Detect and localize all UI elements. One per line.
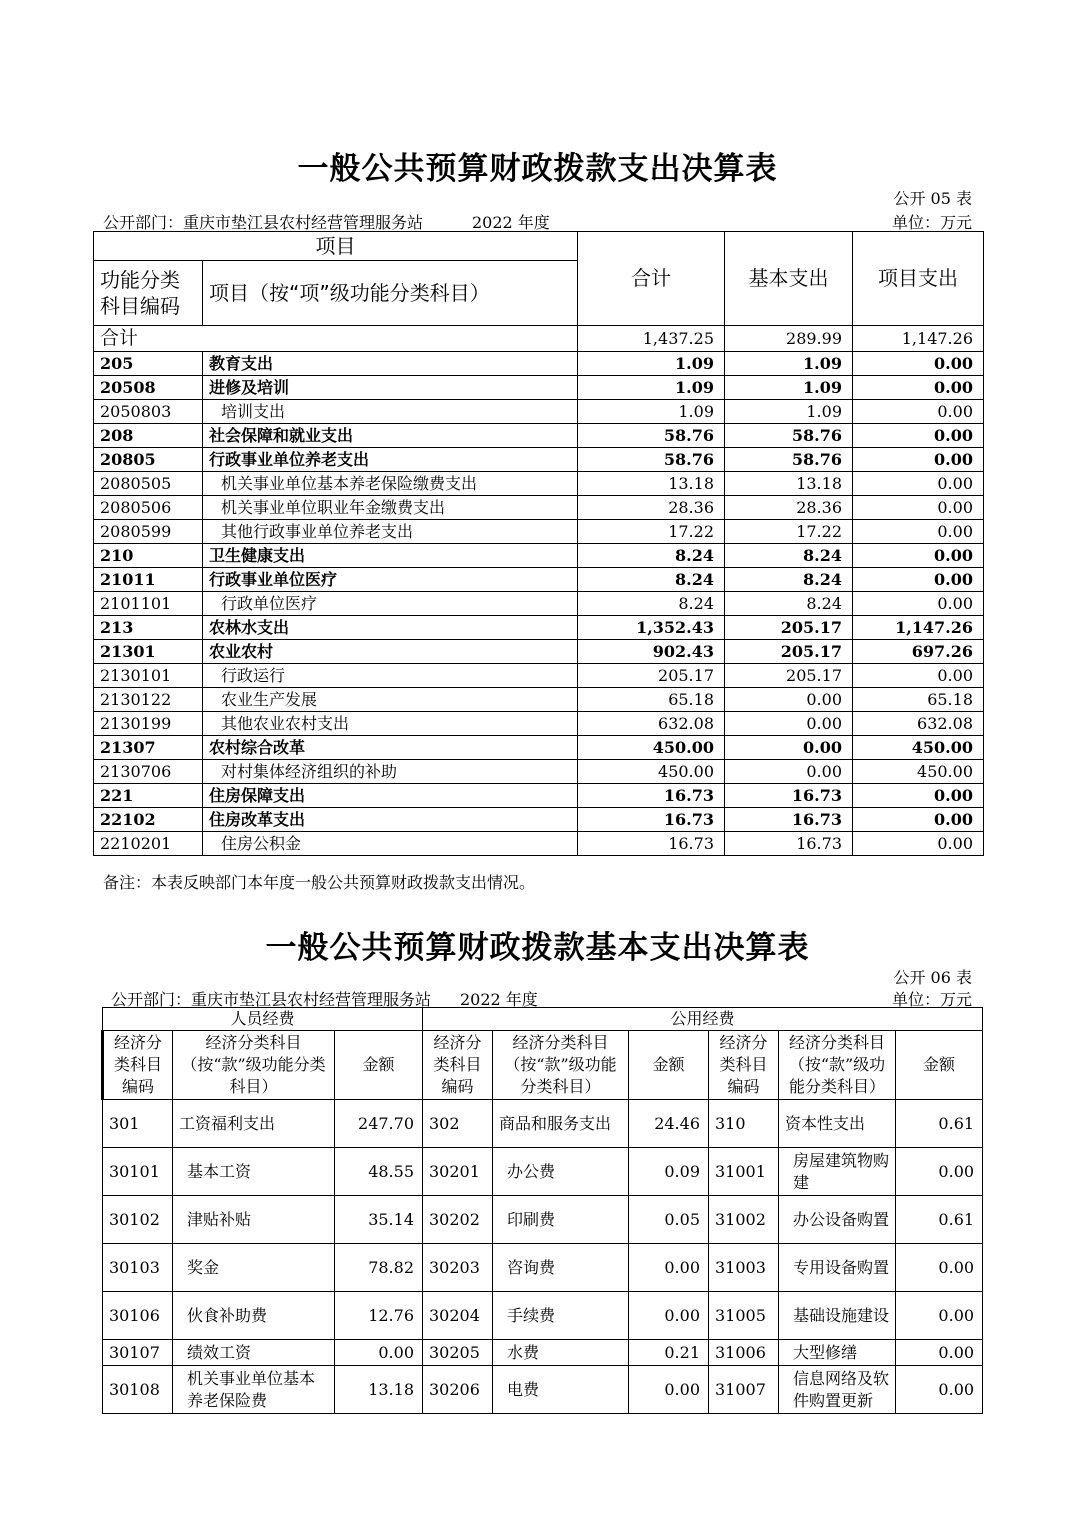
row-total: 1.09 — [578, 376, 725, 400]
row-name: 行政运行 — [203, 664, 578, 688]
econ-name: 基本工资 — [173, 1148, 335, 1196]
table-row — [94, 376, 984, 400]
econ-code: 31007 — [709, 1366, 779, 1414]
table-row — [94, 448, 984, 472]
unit-label-2: 单位：万元 — [891, 990, 972, 1009]
table-number-06: 公开 06 表 — [893, 968, 972, 987]
row-total: 16.73 — [578, 784, 725, 808]
econ-name: 奖金 — [173, 1244, 335, 1292]
header-basic: 基本支出 — [725, 232, 853, 326]
row-project: 0.00 — [853, 472, 984, 496]
econ-code: 30101 — [103, 1148, 173, 1196]
row-basic: 8.24 — [725, 592, 853, 616]
table-row — [103, 1340, 983, 1366]
row-name: 卫生健康支出 — [203, 544, 578, 568]
econ-name: 房屋建筑物购建 — [779, 1148, 896, 1196]
row-code: 205 — [94, 352, 203, 376]
econ-amount: 0.00 — [896, 1244, 983, 1292]
econ-amount: 0.00 — [629, 1244, 709, 1292]
econ-amount: 24.46 — [629, 1100, 709, 1148]
table-row — [94, 712, 984, 736]
table-row — [94, 760, 984, 784]
econ-code: 30202 — [423, 1196, 493, 1244]
row-name: 机关事业单位基本养老保险缴费支出 — [203, 472, 578, 496]
department-label-2: 公开部门：重庆市垫江县农村经营管理服务站 — [111, 990, 432, 1009]
row-total: 1,352.43 — [578, 616, 725, 640]
econ-name: 咨询费 — [493, 1244, 629, 1292]
row-project: 65.18 — [853, 688, 984, 712]
econ-code: 30204 — [423, 1292, 493, 1340]
row-total: 205.17 — [578, 664, 725, 688]
row-project: 0.00 — [853, 664, 984, 688]
row-name: 社会保障和就业支出 — [203, 424, 578, 448]
row-project: 0.00 — [853, 784, 984, 808]
total-amount: 1,437.25 — [578, 326, 725, 352]
row-code: 221 — [94, 784, 203, 808]
table-row — [94, 544, 984, 568]
econ-name: 办公费 — [493, 1148, 629, 1196]
row-project: 0.00 — [853, 520, 984, 544]
econ-name: 大型修缮 — [779, 1340, 896, 1366]
header-name-2: 经济分类科目（按“款”级功能分类科目） — [493, 1031, 629, 1100]
econ-name: 水费 — [493, 1340, 629, 1366]
header-name-3: 经济分类科目（按“款”级功能分类科目） — [779, 1031, 896, 1100]
row-code: 2101101 — [94, 592, 203, 616]
header-total: 合计 — [578, 232, 725, 326]
row-name: 其他行政事业单位养老支出 — [203, 520, 578, 544]
row-code: 2130122 — [94, 688, 203, 712]
row-basic: 0.00 — [725, 736, 853, 760]
econ-code: 30106 — [103, 1292, 173, 1340]
row-name: 机关事业单位职业年金缴费支出 — [203, 496, 578, 520]
row-code: 210 — [94, 544, 203, 568]
row-code: 2210201 — [94, 832, 203, 856]
row-total: 13.18 — [578, 472, 725, 496]
row-project: 0.00 — [853, 832, 984, 856]
table-row — [94, 352, 984, 376]
row-project: 450.00 — [853, 736, 984, 760]
econ-code: 31005 — [709, 1292, 779, 1340]
econ-name: 基础设施建设 — [779, 1292, 896, 1340]
table-row — [103, 1100, 983, 1148]
econ-code: 30203 — [423, 1244, 493, 1292]
row-code: 21011 — [94, 568, 203, 592]
table-number-05: 公开 05 表 — [893, 189, 972, 208]
table-row — [94, 400, 984, 424]
row-name: 行政事业单位养老支出 — [203, 448, 578, 472]
econ-amount: 0.00 — [629, 1292, 709, 1340]
row-code: 2050803 — [94, 400, 203, 424]
table-row — [103, 1244, 983, 1292]
row-name: 对村集体经济组织的补助 — [203, 760, 578, 784]
row-name: 行政单位医疗 — [203, 592, 578, 616]
econ-name: 信息网络及软件购置更新 — [779, 1366, 896, 1414]
econ-name: 机关事业单位基本养老保险费 — [173, 1366, 335, 1414]
econ-amount: 0.05 — [629, 1196, 709, 1244]
table-row — [94, 592, 984, 616]
row-name: 其他农业农村支出 — [203, 712, 578, 736]
header-code-3: 经济分类科目编码 — [709, 1031, 779, 1100]
table-row — [94, 784, 984, 808]
row-project: 0.00 — [853, 400, 984, 424]
econ-amount: 0.09 — [629, 1148, 709, 1196]
row-total: 1.09 — [578, 400, 725, 424]
expenditure-table — [93, 231, 984, 856]
table-row — [103, 1292, 983, 1340]
row-total: 450.00 — [578, 760, 725, 784]
row-code: 2130199 — [94, 712, 203, 736]
basic-expenditure-table — [101, 1007, 983, 1414]
econ-code: 30107 — [103, 1340, 173, 1366]
row-code: 208 — [94, 424, 203, 448]
row-basic: 28.36 — [725, 496, 853, 520]
row-code: 2130706 — [94, 760, 203, 784]
econ-code: 30206 — [423, 1366, 493, 1414]
row-total: 1.09 — [578, 352, 725, 376]
row-basic: 8.24 — [725, 544, 853, 568]
econ-name: 工资福利支出 — [173, 1100, 335, 1148]
row-project: 450.00 — [853, 760, 984, 784]
econ-name: 电费 — [493, 1366, 629, 1414]
header-name-1: 经济分类科目（按“款”级功能分类科目） — [173, 1031, 335, 1100]
econ-code: 302 — [423, 1100, 493, 1148]
total-row — [94, 326, 984, 352]
table-row — [94, 424, 984, 448]
econ-code: 31001 — [709, 1148, 779, 1196]
econ-code: 31002 — [709, 1196, 779, 1244]
econ-code: 30201 — [423, 1148, 493, 1196]
row-code: 2080599 — [94, 520, 203, 544]
row-total: 632.08 — [578, 712, 725, 736]
page-title-05: 一般公共预算财政拨款支出决算表 — [297, 151, 778, 187]
year-label-2: 2022 年度 — [460, 990, 538, 1009]
total-label: 合计 — [94, 326, 578, 352]
row-total: 65.18 — [578, 688, 725, 712]
table-row — [94, 808, 984, 832]
header-amount-2: 金额 — [629, 1031, 709, 1100]
row-code: 213 — [94, 616, 203, 640]
row-total: 8.24 — [578, 568, 725, 592]
row-project: 1,147.26 — [853, 616, 984, 640]
row-basic: 13.18 — [725, 472, 853, 496]
econ-amount: 48.55 — [335, 1148, 423, 1196]
row-basic: 0.00 — [725, 712, 853, 736]
total-project: 1,147.26 — [853, 326, 984, 352]
table-row — [94, 736, 984, 760]
row-name: 行政事业单位医疗 — [203, 568, 578, 592]
row-total: 450.00 — [578, 736, 725, 760]
econ-code: 30102 — [103, 1196, 173, 1244]
econ-amount: 12.76 — [335, 1292, 423, 1340]
econ-code: 30103 — [103, 1244, 173, 1292]
group-personnel: 人员经费 — [103, 1008, 423, 1031]
row-basic: 0.00 — [725, 688, 853, 712]
row-code: 22102 — [94, 808, 203, 832]
row-project: 0.00 — [853, 424, 984, 448]
econ-code: 310 — [709, 1100, 779, 1148]
row-basic: 205.17 — [725, 640, 853, 664]
row-name: 农村综合改革 — [203, 736, 578, 760]
row-basic: 16.73 — [725, 832, 853, 856]
table-note: 备注：本表反映部门本年度一般公共预算财政拨款支出情况。 — [103, 873, 536, 892]
table-row — [94, 568, 984, 592]
econ-amount: 0.00 — [335, 1340, 423, 1366]
row-basic: 16.73 — [725, 784, 853, 808]
table-row — [94, 496, 984, 520]
row-name: 农业生产发展 — [203, 688, 578, 712]
row-name: 住房公积金 — [203, 832, 578, 856]
row-name: 培训支出 — [203, 400, 578, 424]
total-basic: 289.99 — [725, 326, 853, 352]
row-basic: 205.17 — [725, 616, 853, 640]
econ-amount: 78.82 — [335, 1244, 423, 1292]
econ-name: 资本性支出 — [779, 1100, 896, 1148]
econ-amount: 0.00 — [896, 1366, 983, 1414]
table-row — [94, 832, 984, 856]
row-basic: 17.22 — [725, 520, 853, 544]
year-label: 2022 年度 — [472, 213, 550, 232]
row-basic: 205.17 — [725, 664, 853, 688]
row-basic: 16.73 — [725, 808, 853, 832]
group-public: 公用经费 — [423, 1008, 983, 1031]
row-project: 697.26 — [853, 640, 984, 664]
table-row — [94, 640, 984, 664]
econ-name: 专用设备购置 — [779, 1244, 896, 1292]
row-project: 0.00 — [853, 568, 984, 592]
row-total: 8.24 — [578, 544, 725, 568]
row-name: 住房改革支出 — [203, 808, 578, 832]
row-basic: 0.00 — [725, 760, 853, 784]
row-code: 21301 — [94, 640, 203, 664]
econ-amount: 0.21 — [629, 1340, 709, 1366]
row-code: 20805 — [94, 448, 203, 472]
econ-name: 津贴补贴 — [173, 1196, 335, 1244]
row-basic: 58.76 — [725, 424, 853, 448]
econ-amount: 0.00 — [896, 1292, 983, 1340]
row-total: 58.76 — [578, 448, 725, 472]
row-project: 0.00 — [853, 592, 984, 616]
row-project: 632.08 — [853, 712, 984, 736]
row-total: 8.24 — [578, 592, 725, 616]
econ-amount: 35.14 — [335, 1196, 423, 1244]
econ-amount: 0.00 — [896, 1340, 983, 1366]
row-name: 农林水支出 — [203, 616, 578, 640]
row-total: 17.22 — [578, 520, 725, 544]
econ-name: 商品和服务支出 — [493, 1100, 629, 1148]
header-project-expense: 项目支出 — [853, 232, 984, 326]
row-total: 58.76 — [578, 424, 725, 448]
table-row — [94, 688, 984, 712]
econ-name: 印刷费 — [493, 1196, 629, 1244]
row-project: 0.00 — [853, 448, 984, 472]
econ-amount: 0.00 — [896, 1148, 983, 1196]
header-amount-3: 金额 — [896, 1031, 983, 1100]
page-title-06: 一般公共预算财政拨款基本支出决算表 — [265, 930, 810, 966]
row-total: 902.43 — [578, 640, 725, 664]
econ-amount: 247.70 — [335, 1100, 423, 1148]
table-row — [94, 520, 984, 544]
row-name: 农业农村 — [203, 640, 578, 664]
econ-amount: 0.61 — [896, 1196, 983, 1244]
row-basic: 8.24 — [725, 568, 853, 592]
row-code: 2130101 — [94, 664, 203, 688]
header-code-2: 经济分类科目编码 — [423, 1031, 493, 1100]
row-basic: 1.09 — [725, 400, 853, 424]
row-code: 2080505 — [94, 472, 203, 496]
econ-name: 办公设备购置 — [779, 1196, 896, 1244]
table-row — [94, 664, 984, 688]
econ-code: 31006 — [709, 1340, 779, 1366]
econ-code: 30108 — [103, 1366, 173, 1414]
header-name: 项目（按“项”级功能分类科目） — [203, 261, 578, 326]
row-total: 16.73 — [578, 832, 725, 856]
table-row — [103, 1196, 983, 1244]
row-name: 教育支出 — [203, 352, 578, 376]
row-project: 0.00 — [853, 352, 984, 376]
econ-code: 301 — [103, 1100, 173, 1148]
row-total: 16.73 — [578, 808, 725, 832]
row-basic: 1.09 — [725, 376, 853, 400]
econ-name: 伙食补助费 — [173, 1292, 335, 1340]
row-name: 住房保障支出 — [203, 784, 578, 808]
header-code: 功能分类科目编码 — [94, 261, 203, 326]
row-total: 28.36 — [578, 496, 725, 520]
table-row — [103, 1148, 983, 1196]
row-basic: 58.76 — [725, 448, 853, 472]
row-project: 0.00 — [853, 496, 984, 520]
econ-code: 30205 — [423, 1340, 493, 1366]
econ-amount: 0.61 — [896, 1100, 983, 1148]
row-code: 2080506 — [94, 496, 203, 520]
department-label: 公开部门：重庆市垫江县农村经营管理服务站 — [103, 213, 424, 232]
table-row — [94, 472, 984, 496]
row-code: 21307 — [94, 736, 203, 760]
header-amount-1: 金额 — [335, 1031, 423, 1100]
row-basic: 1.09 — [725, 352, 853, 376]
econ-amount: 13.18 — [335, 1366, 423, 1414]
econ-name: 绩效工资 — [173, 1340, 335, 1366]
row-project: 0.00 — [853, 808, 984, 832]
row-project: 0.00 — [853, 544, 984, 568]
row-code: 20508 — [94, 376, 203, 400]
econ-code: 31003 — [709, 1244, 779, 1292]
econ-name: 手续费 — [493, 1292, 629, 1340]
row-project: 0.00 — [853, 376, 984, 400]
header-code-1: 经济分类科目编码 — [103, 1031, 173, 1100]
unit-label: 单位：万元 — [891, 213, 972, 232]
table-row — [103, 1366, 983, 1414]
header-project: 项目 — [94, 232, 578, 261]
table-row — [94, 616, 984, 640]
econ-amount: 0.00 — [629, 1366, 709, 1414]
row-name: 进修及培训 — [203, 376, 578, 400]
